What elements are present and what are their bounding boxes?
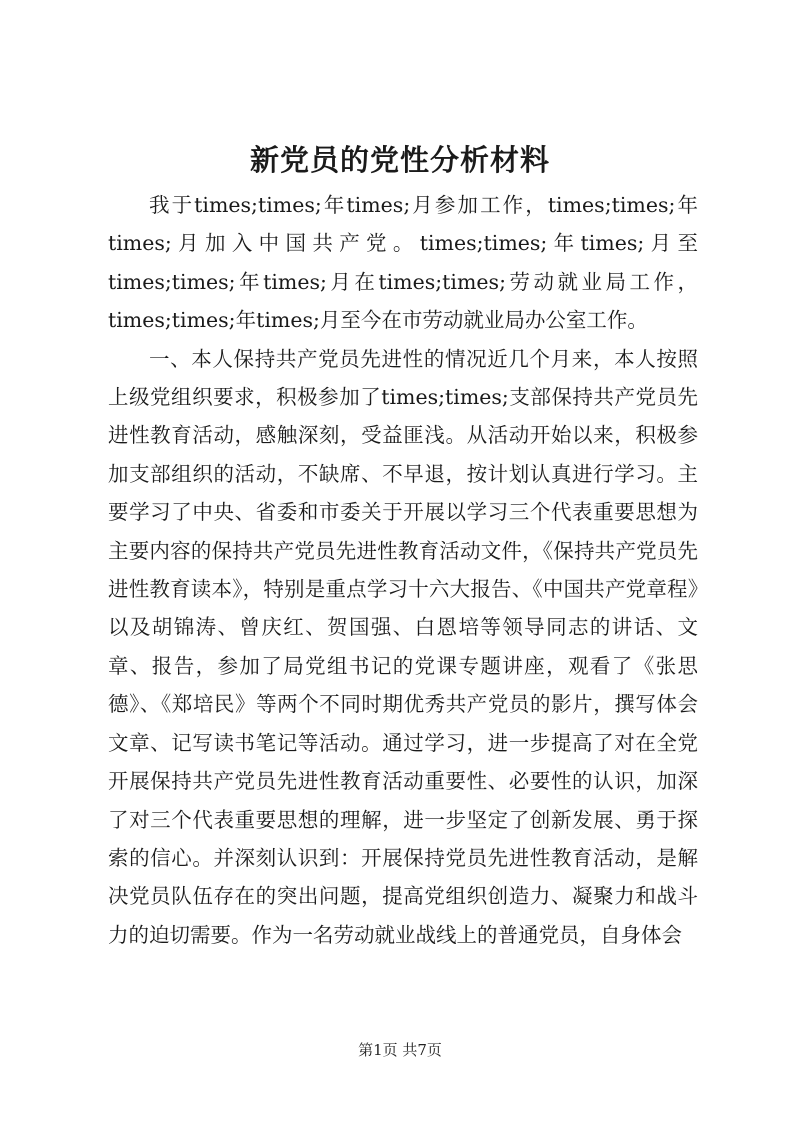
paragraph-section-one: 一、本人保持共产党员先进性的情况近几个月来，本人按照上级党组织要求，积极参加了times;times;支部保持共产党员先进性教育活动，感触深刻，受益匪浅。从活动开始以来，积极参加支部组织的活动，不缺席、不早退，按计划认真进行学习。主要学习了中央、省委和市委关于开展以学习三个代表重要思想为主要内容的保持共产党员先进性教育活动文件，《保持共产党员先进性教育读本》，特别是重点学习十六大报告、《中国共产党章程》以及胡锦涛、曾庆红、贺国强、白恩培等领导同志的讲话、文章、报告，参加了局党组书记的党课专题讲座，观看了《张思德》、《郑培民》等两个不同时期优秀共产党员的影片，撰写体会文章、记写读书笔记等活动。通过学习，进一步提高了对在全党开展保持共产党员先进性教育活动重要性、必要性的认识，加深了对三个代表重要思想的理解，进一步坚定了创新发展、勇于探索的信心。并深刻认识到：开展保持党员先进性教育活动，是解决党员队伍存在的突出问题，提高党组织创造力、凝聚力和战斗力的迫切需要。作为一名劳动就业战线上的普通党员，自身体会 (108, 346, 698, 947)
document-body (108, 186, 698, 954)
paragraph-intro: 我于times;times;年times;月参加工作，times;times;年times;月加入中国共产党。times;times;年times;月至times;times;年times;月在times;times;劳动就业局工作，times;times;年times;月至今在市劳动就业局办公室工作。 (108, 193, 698, 333)
document-title: 新党员的党性分析材料 (249, 143, 550, 177)
page-number-footer: 第1页 共7页 (358, 1041, 442, 1059)
